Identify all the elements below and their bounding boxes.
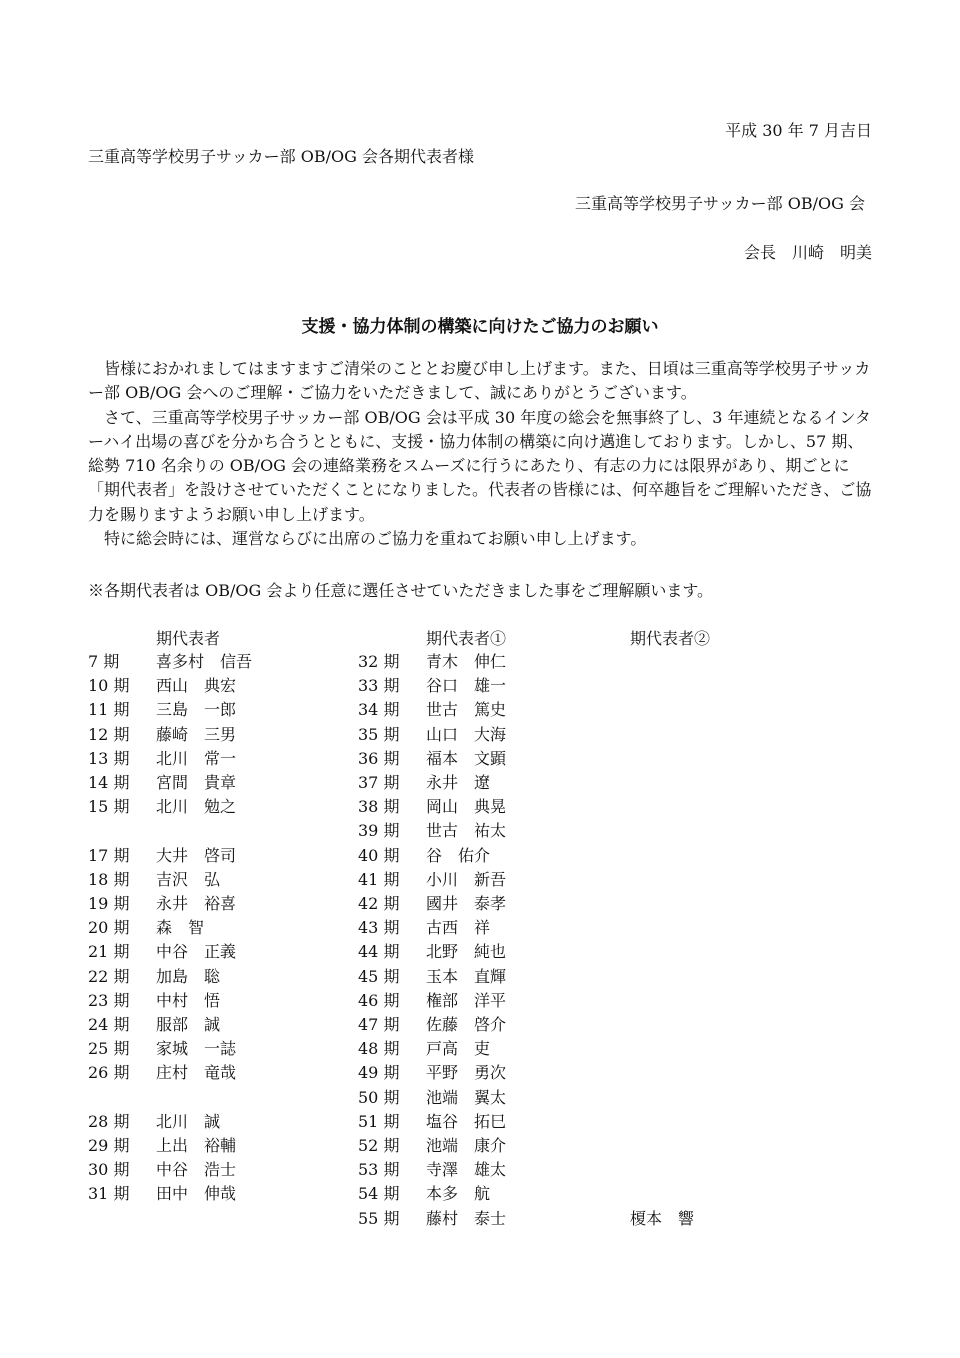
- representative-name-2: 榎本 響: [630, 1208, 695, 1228]
- term-label: 19 期: [88, 894, 130, 913]
- representative-name: 西山 典宏: [156, 676, 237, 696]
- term-label: 39 期: [358, 821, 400, 841]
- term-label: 13 期: [88, 748, 130, 768]
- representative-name: 世古 祐太: [426, 821, 507, 841]
- term-label: 31 期: [88, 1184, 130, 1204]
- representative-name: 藤村 泰士: [426, 1208, 507, 1228]
- term-label: 50 期: [358, 1087, 400, 1107]
- representative-name: 中村 悟: [156, 990, 221, 1010]
- term-label: 7 期: [88, 652, 120, 671]
- representative-name: 山口 大海: [426, 724, 507, 744]
- representative-name: 本多 航: [426, 1184, 491, 1204]
- representative-name: 谷口 雄一: [426, 676, 507, 696]
- representative-name: 世古 篤史: [426, 700, 507, 720]
- term-label: 34 期: [358, 700, 400, 720]
- term-label: 10 期: [88, 676, 130, 696]
- representative-name: 宮間 貴章: [156, 773, 237, 792]
- term-label: 30 期: [88, 1160, 130, 1180]
- representative-name: 庄村 竜哉: [156, 1063, 237, 1083]
- term-label: 46 期: [358, 990, 400, 1010]
- representative-name: 青木 伸仁: [426, 652, 507, 671]
- header-representative: 期代表者: [156, 629, 221, 648]
- selection-note: ※各期代表者は OB/OG 会より任意に選任させていただきました事をご理解願います。: [88, 581, 714, 600]
- representative-name: 佐藤 啓介: [426, 1015, 507, 1034]
- term-label: 47 期: [358, 1015, 400, 1034]
- representative-name: 永井 裕喜: [156, 894, 237, 913]
- term-label: 32 期: [358, 652, 400, 671]
- term-label: 24 期: [88, 1015, 130, 1034]
- representative-name: 中谷 正義: [156, 942, 237, 962]
- term-label: 38 期: [358, 797, 400, 817]
- representative-name: 小川 新吾: [426, 869, 507, 889]
- term-label: 22 期: [88, 966, 130, 986]
- term-label: 52 期: [358, 1136, 400, 1155]
- representative-name: 寺澤 雄太: [426, 1160, 507, 1180]
- term-label: 33 期: [358, 676, 400, 696]
- representative-name: 塩谷 拓巳: [426, 1111, 507, 1131]
- representative-name: 池端 翼太: [426, 1087, 507, 1107]
- representative-name: 北川 勉之: [156, 797, 237, 817]
- representative-name: 池端 康介: [426, 1136, 507, 1155]
- term-label: 45 期: [358, 966, 400, 986]
- term-label: 55 期: [358, 1208, 400, 1228]
- letter-date: 平成 30 年 7 月吉日: [725, 121, 872, 140]
- representative-name: 北川 誠: [156, 1111, 221, 1131]
- letter-body: [88, 357, 878, 551]
- term-label: 17 期: [88, 845, 130, 865]
- term-label: 20 期: [88, 918, 130, 938]
- addressee: 三重高等学校男子サッカー部 OB/OG 会各期代表者様: [88, 147, 475, 166]
- representative-name: 玉本 直輝: [426, 966, 507, 986]
- term-label: 26 期: [88, 1063, 130, 1083]
- representative-name: 喜多村 信吾: [156, 652, 253, 671]
- body-paragraph: さて、三重高等学校男子サッカー部 OB/OG 会は平成 30 年度の総会を無事終了し、3 年連続となるインターハイ出場の喜びを分かち合うとともに、支援・協力体制の構築に向け邁進しております。しかし、57 期、総勢 710 名余りの OB/OG 会の連絡業務をスムーズに行うにあたり、有志の力には限界があり、期ごとに「期代表者」を設けさせていただくことになりました。代表者の皆様には、何卒趣旨をご理解いただき、ご協力を賜りますようお願い申し上げます。: [88, 407, 872, 524]
- term-label: 21 期: [88, 942, 130, 962]
- term-label: 18 期: [88, 869, 130, 889]
- representative-name: 大井 啓司: [156, 845, 237, 865]
- body-paragraph: 特に総会時には、運営ならびに出席のご協力を重ねてお願い申し上げます。: [104, 529, 647, 549]
- term-label: 12 期: [88, 724, 130, 744]
- term-label: 49 期: [358, 1063, 400, 1083]
- representative-name: 平野 勇次: [426, 1063, 507, 1083]
- representative-name: 上出 裕輔: [156, 1136, 237, 1155]
- term-label: 14 期: [88, 773, 130, 792]
- representative-name: 中谷 浩士: [156, 1160, 237, 1180]
- term-label: 11 期: [88, 700, 130, 720]
- representative-name: 北川 常一: [156, 748, 237, 768]
- representative-name: 家城 一誌: [156, 1039, 237, 1059]
- term-label: 53 期: [358, 1160, 400, 1180]
- term-label: 51 期: [358, 1111, 400, 1131]
- term-label: 23 期: [88, 990, 130, 1010]
- body-paragraph: 皆様におかれましてはますますご清栄のこととお慶び申し上げます。また、日頃は三重高等学校男子サッカー部 OB/OG 会へのご理解・ご協力をいただきまして、誠にありがとうございます。: [88, 359, 871, 403]
- representative-name: 谷 佑介: [426, 845, 491, 865]
- representative-name: 田中 伸哉: [156, 1184, 237, 1204]
- term-label: 48 期: [358, 1039, 400, 1059]
- representative-name: 福本 文顕: [426, 748, 507, 768]
- term-label: 42 期: [358, 894, 400, 913]
- term-label: 41 期: [358, 869, 400, 889]
- term-label: 40 期: [358, 845, 400, 865]
- representative-name: 北野 純也: [426, 942, 507, 962]
- header-representative-2: 期代表者②: [630, 629, 711, 648]
- representative-name: 永井 遼: [426, 773, 491, 792]
- representative-name: 國井 泰孝: [426, 894, 507, 913]
- sender-organization: 三重高等学校男子サッカー部 OB/OG 会: [574, 194, 865, 213]
- term-label: 54 期: [358, 1184, 400, 1204]
- term-label: 35 期: [358, 724, 400, 744]
- representative-name: 藤崎 三男: [156, 724, 237, 744]
- term-label: 36 期: [358, 748, 400, 768]
- representative-name: 服部 誠: [156, 1015, 221, 1034]
- term-label: 28 期: [88, 1111, 130, 1131]
- representative-name: 吉沢 弘: [156, 869, 221, 889]
- term-label: 43 期: [358, 918, 400, 938]
- term-label: 37 期: [358, 773, 400, 792]
- representative-name: 古西 祥: [426, 918, 491, 938]
- representative-name: 戸高 吏: [426, 1039, 491, 1059]
- term-label: 44 期: [358, 942, 400, 962]
- representative-name: 岡山 典晃: [426, 797, 507, 817]
- header-representative-1: 期代表者①: [426, 629, 507, 648]
- letter-title: 支援・協力体制の構築に向けたご協力のお願い: [301, 317, 659, 337]
- representative-name: 三島 一郎: [156, 700, 237, 720]
- term-label: 25 期: [88, 1039, 130, 1059]
- term-label: 15 期: [88, 797, 130, 817]
- representative-name: 加島 聡: [156, 966, 221, 986]
- representative-name: 権部 洋平: [426, 990, 507, 1010]
- sender-president: 会長 川崎 明美: [743, 243, 872, 262]
- term-label: 29 期: [88, 1136, 130, 1155]
- representative-name: 森 智: [156, 918, 205, 938]
